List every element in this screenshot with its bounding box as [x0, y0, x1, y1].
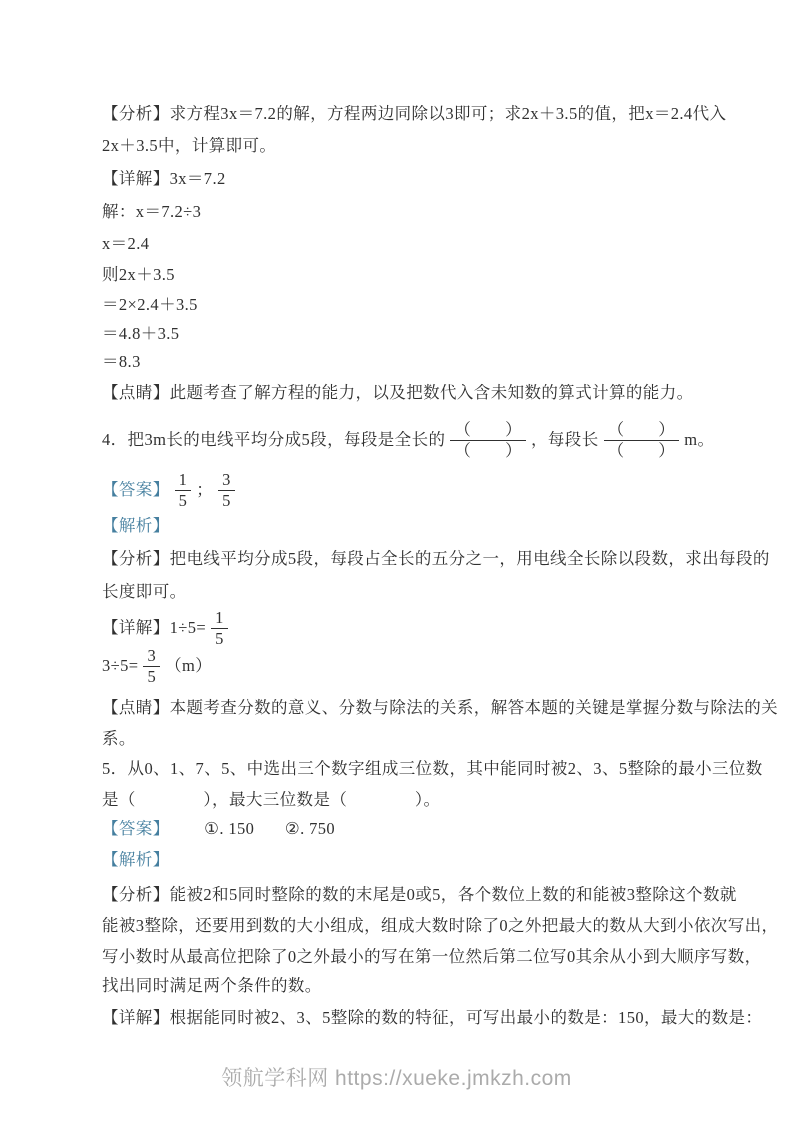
q4-detail-unit: （m）	[165, 656, 213, 675]
q3-detail-line: 【详解】3x＝7.2	[102, 169, 226, 188]
q3-solution-step-5: ＝4.8＋3.5	[102, 324, 180, 343]
q4-detail-expression-1: 1÷5=	[169, 618, 207, 637]
q3-solution-step-6: ＝8.3	[102, 352, 141, 371]
q4-blank-fraction-2-numerator: （ ）	[604, 420, 680, 441]
q4-detail-fraction-1	[211, 608, 228, 649]
q4-answer-fraction-1-denominator: 5	[178, 490, 188, 510]
q4-stem-prefix: 4．把3m长的电线平均分成5段，每段是全长的	[102, 430, 446, 449]
q5-answer-item-1: ①. 150	[204, 819, 255, 838]
q4-analysis-line-2: 长度即可。	[102, 582, 187, 601]
q4-detail-label: 【详解】	[102, 618, 170, 637]
q3-solution-step-2: x＝2.4	[102, 234, 150, 253]
q5-detail-line: 【详解】根据能同时被2、3、5整除的数的特征，可写出最小的数是：150，最大的数是：	[102, 1008, 763, 1027]
q4-blank-fraction-1-denominator: （ ）	[454, 440, 522, 460]
q5-stem-line-2: 是（ ），最大三位数是（ ）。	[102, 790, 441, 809]
q4-detail-line-2	[102, 645, 212, 687]
q5-analysis-line-4: 找出同时满足两个条件的数。	[102, 976, 322, 995]
q4-detail-fraction-2	[143, 646, 160, 687]
q4-blank-fraction-1-numerator: （ ）	[450, 420, 526, 441]
q4-blank-fraction-2-denominator: （ ）	[607, 440, 676, 460]
q4-detail-expression-2: 3÷5=	[102, 656, 139, 675]
q4-jiexi-label: 【解析】	[102, 516, 170, 535]
q4-answer-separator: ；	[196, 480, 214, 499]
q5-stem-line-1: 5．从0、1、7、5、中选出三个数字组成三位数，其中能同时被2、3、5整除的最小三位数	[102, 759, 763, 778]
q3-solution-step-3: 则2x＋3.5	[102, 265, 175, 284]
watermark: 领航学科网 https://xueke.jmkzh.com	[221, 1067, 572, 1090]
q3-note-line: 【点睛】此题考查了解方程的能力，以及把数代入含未知数的算式计算的能力。	[102, 383, 694, 402]
q3-analysis-line-2: 2x＋3.5中，计算即可。	[102, 136, 277, 155]
q4-detail-fraction-2-numerator: 3	[143, 646, 160, 667]
q3-analysis-line-1: 【分析】求方程3x＝7.2的解，方程两边同除以3即可；求2x＋3.5的值，把x＝2.4代入	[102, 104, 727, 123]
q4-answer-fraction-2-denominator: 5	[222, 490, 231, 510]
q4-blank-fraction-2	[604, 420, 680, 461]
q4-blank-fraction-1	[450, 420, 526, 461]
q5-answer-label: 【答案】	[102, 819, 170, 838]
q4-analysis-line-1: 【分析】把电线平均分成5段，每段占全长的五分之一，用电线全长除以段数，求出每段的	[102, 549, 770, 568]
q4-answer-fraction-2	[218, 470, 235, 511]
q5-analysis-line-1: 【分析】能被2和5同时整除的数的末尾是0或5，各个数位上数的和能被3整除这个数就	[102, 885, 737, 904]
q5-analysis-line-2: 能被3整除，还要用到数的大小组成，组成大数时除了0之外把最大的数从大到小依次写出，	[102, 916, 779, 935]
q4-stem-suffix: m。	[684, 430, 715, 449]
q4-stem	[102, 414, 714, 466]
q4-answer-fraction-1-numerator: 1	[175, 470, 192, 491]
q5-jiexi-label: 【解析】	[102, 850, 170, 869]
q5-answer-item-2: ②. 750	[284, 819, 336, 838]
q5-analysis-line-3: 写小数时从最高位把除了0之外最小的写在第一位然后第二位写0其余从小到大顺序写数，	[102, 947, 762, 966]
q4-answer	[102, 468, 240, 512]
q4-note-line-2: 系。	[102, 729, 136, 748]
q3-solution-step-4: ＝2×2.4＋3.5	[102, 295, 198, 314]
q4-detail-fraction-1-denominator: 5	[215, 628, 224, 648]
q5-answer	[102, 818, 335, 840]
q4-answer-fraction-2-numerator: 3	[218, 470, 235, 491]
q3-solution-step-1: 解：x＝7.2÷3	[102, 202, 202, 221]
q4-detail-fraction-1-numerator: 1	[211, 608, 228, 629]
q4-stem-mid: ，每段长	[531, 430, 599, 449]
q4-answer-label: 【答案】	[102, 480, 170, 499]
q4-detail-line-1	[102, 607, 233, 649]
q4-answer-fraction-1	[175, 470, 192, 511]
q4-note-line-1: 【点睛】本题考查分数的意义、分数与除法的关系，解答本题的关键是掌握分数与除法的关	[102, 698, 778, 717]
q4-detail-fraction-2-denominator: 5	[147, 666, 157, 686]
